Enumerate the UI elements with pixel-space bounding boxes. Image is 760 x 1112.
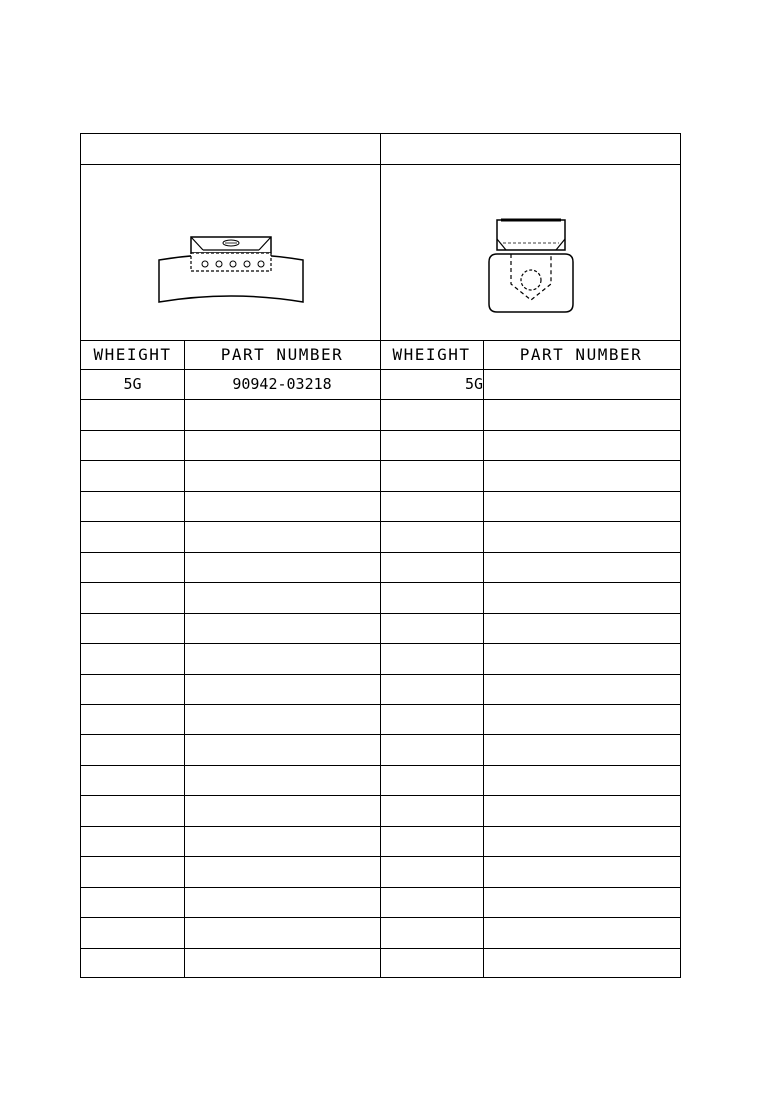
steel-part-number-column-header: PART NUMBER [220, 345, 344, 364]
aluminum-weight-cell: 5G [464, 375, 483, 394]
steel-section-header [81, 134, 381, 164]
aluminum-part-number-column-header: PART NUMBER [519, 345, 643, 364]
steel-weight-column-header: WHEIGHT [93, 345, 172, 364]
table-vertical-rule [380, 134, 381, 978]
steel-clip-weight-illustration [81, 164, 381, 340]
table-vertical-rule [483, 340, 484, 978]
aluminum-weight-column-header: WHEIGHT [392, 345, 471, 364]
table-vertical-rule [184, 340, 185, 978]
aluminum-clip-weight-illustration [381, 164, 681, 340]
steel-part-number-cell: 90942-03218 [232, 375, 332, 394]
steel-weight-cell: 5G [123, 375, 142, 394]
balance-weight-table [80, 133, 681, 978]
aluminum-section-header [381, 134, 681, 164]
